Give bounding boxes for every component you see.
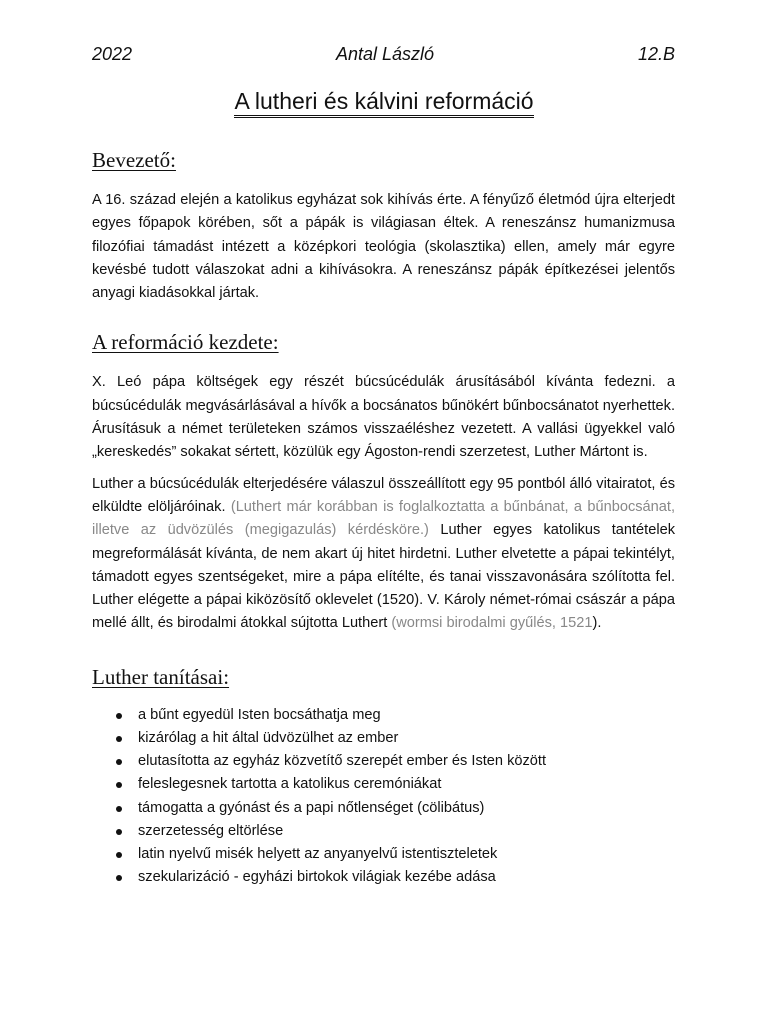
header-author: Antal László — [335, 44, 435, 64]
list-item — [92, 866, 675, 889]
p2-gray-note-2: (wormsi birodalmi gyűlés, 1521 — [391, 615, 593, 632]
beginning-paragraph-1: X. Leó pápa költségek egy részét búcsúcédulák árusításából kívánta fedezni. a búcsúcédulák megvásárlásával a hívők a bocsánatos bűnökért bűnbocsánatot nyerhettek. Árusításuk a német területeken számos visszaéléshez vezetett. A vallási ügyekkel való „kereskedés” sokakat sértett, közülük egy Ágoston-rendi szerzetest, Luther Mártont is. — [92, 374, 675, 461]
list-item-text: támogatta a gyónást és a papi nőtlenséget (cölibátus) — [138, 799, 485, 816]
list-item-text: feleslegesnek tartotta a katolikus ceremóniákat — [138, 776, 442, 793]
bullet-icon — [116, 852, 122, 858]
bullet-icon — [116, 759, 122, 765]
beginning-paragraph-2 — [92, 473, 675, 636]
p2-text-1: Luther a búcsúcédulák elterjedésére válaszul összeállított egy 95 pontból álló vitairatot, és elküldte elöljáróinak. — [92, 475, 675, 515]
bullet-icon — [116, 782, 122, 788]
list-item — [92, 727, 675, 750]
intro-heading: Bevezető: — [92, 148, 176, 172]
bullet-icon — [116, 713, 122, 719]
list-item-text: kizárólag a hit által üdvözülhet az ember — [138, 729, 399, 746]
bullet-icon — [116, 829, 122, 835]
p2-gray-note-1: (Luthert már korábban is foglalkoztatta a bűnbánat, a bűnbocsánat, illetve az üdvözülés (megigazulás) kérdésköre.) — [92, 498, 675, 539]
bullet-icon — [116, 736, 122, 742]
intro-paragraph: A 16. század elején a katolikus egyházat sok kihívás érte. A fényűző életmód újra elterjedt egyes főpapok körében, sőt a pápák is világiasan éltek. A reneszánsz humanizmusa filozófiai támadást intézett a középkori teológia (skolasztika) ellen, amely már egyre kevésbé tudott válaszokat adni a kihívásokra. A reneszánsz pápák építkezései jelentős anyagi kiadásokkal jártak. — [92, 192, 675, 302]
document-content — [92, 148, 675, 889]
bullet-icon — [116, 875, 122, 881]
document-title-wrapper — [0, 88, 768, 118]
list-item-text: elutasította az egyház közvetítő szerepét ember és Isten között — [138, 753, 547, 770]
beginning-heading: A reformáció kezdete: — [92, 330, 279, 355]
list-item — [92, 797, 675, 820]
teachings-list — [92, 704, 675, 890]
list-item — [92, 750, 675, 773]
list-item — [92, 843, 675, 866]
list-item — [92, 773, 675, 796]
p2-text-2: Luther egyes katolikus tantételek megreformálását kívánta, de nem akart új hitet hirdetni. Luther elvetette a pápai tekintélyt, támadott egyes szentségeket, mire a pápa elítélte, és tanai visszavonására szólította fel. Luther elégette a pápai kiközösítő oklevelet (1520). V. Károly német-római császár a pápa mellé állt, és birodalmi átokkal sújtotta Luthert — [92, 522, 675, 632]
p2-text-end: ). — [592, 615, 602, 632]
bullet-icon — [116, 806, 122, 812]
page-header — [92, 44, 675, 65]
header-class: 12.B — [637, 44, 675, 64]
document-title: A lutheri és kálvini reformáció — [234, 88, 533, 118]
list-item-text: latin nyelvű misék helyett az anyanyelvű istentiszteletek — [138, 845, 498, 862]
list-item-text: szerzetesség eltörlése — [138, 822, 284, 839]
header-year: 2022 — [92, 44, 133, 64]
list-item-text: a bűnt egyedül Isten bocsáthatja meg — [138, 706, 381, 723]
list-item — [92, 704, 675, 727]
list-item-text: szekularizáció - egyházi birtokok világiak kezébe adása — [138, 869, 496, 886]
teachings-heading: Luther tanításai: — [92, 664, 230, 689]
list-item — [92, 820, 675, 843]
